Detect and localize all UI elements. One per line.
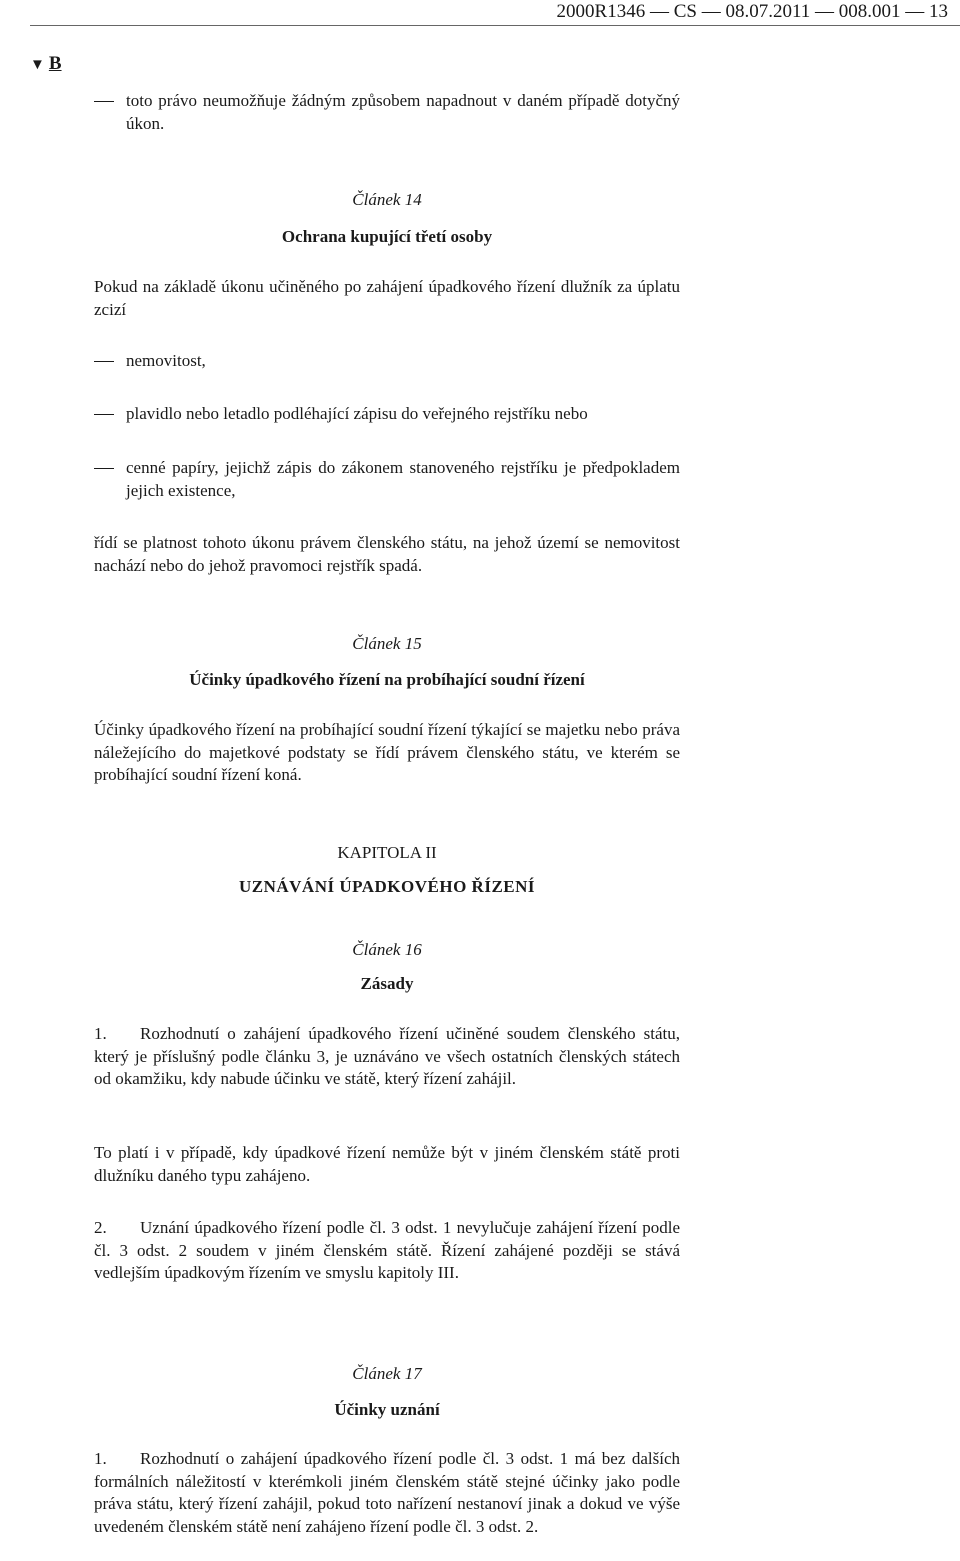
chapter-title: UZNÁVÁNÍ ÚPADKOVÉHO ŘÍZENÍ bbox=[238, 877, 536, 896]
dash-icon bbox=[94, 468, 114, 469]
article-16-paragraph-1 bbox=[94, 1023, 680, 1091]
chapter-label: KAPITOLA II bbox=[337, 843, 437, 862]
article-14-item-text: nemovitost, bbox=[126, 351, 206, 370]
article-14-number: Článek 14 bbox=[352, 190, 422, 209]
dash-icon bbox=[94, 101, 114, 102]
paragraph-number: 1. bbox=[94, 1449, 107, 1468]
marker-letter: B bbox=[48, 53, 62, 74]
paragraph-number: 2. bbox=[94, 1218, 107, 1237]
article-15-text: Účinky úpadkového řízení na probíhající soudní řízení týkající se majetku nebo práva náležejícího do majetkové podstaty se řídí právem členského státu, ve kterém se probíhající soudní řízení koná. bbox=[94, 720, 680, 784]
header-reference: 2000R1346 — CS — 08.07.2011 — 008.001 — 13 bbox=[556, 1, 948, 22]
article-14-closing: řídí se platnost tohoto úkonu právem členského státu, na jehož území se nemovitost nachází nebo do jehož pravomoci rejstřík spadá. bbox=[94, 533, 680, 575]
article-14-item bbox=[94, 457, 680, 502]
triangle-down-icon: ▼ bbox=[30, 57, 45, 73]
article-14-title: Ochrana kupující třetí osoby bbox=[281, 227, 493, 246]
paragraph-number: 1. bbox=[94, 1024, 107, 1043]
article-15-number: Článek 15 bbox=[352, 634, 422, 653]
article-17-number: Článek 17 bbox=[352, 1364, 422, 1383]
article-15-title: Účinky úpadkového řízení na probíhající soudní řízení bbox=[189, 670, 585, 689]
article-17-title: Účinky uznání bbox=[334, 1400, 440, 1419]
article-14-item-text: plavidlo nebo letadlo podléhající zápisu do veřejného rejstříku nebo bbox=[126, 404, 588, 423]
intro-item-text: toto právo neumožňuje žádným způsobem napadnout v daném případě dotyčný úkon. bbox=[126, 91, 680, 133]
article-16-paragraph-1b: To platí i v případě, kdy úpadkové řízení nemůže být v jiném členském státě proti dlužníku daného typu zahájeno. bbox=[94, 1143, 680, 1185]
article-16-paragraph-2 bbox=[94, 1217, 680, 1285]
article-14-lead: Pokud na základě úkonu učiněného po zahájení úpadkového řízení dlužník za úplatu zcizí bbox=[94, 277, 680, 319]
page-header bbox=[30, 0, 960, 26]
amendment-marker bbox=[30, 52, 62, 77]
article-14-item-text: cenné papíry, jejichž zápis do zákonem stanoveného rejstříku je předpokladem jejich existence, bbox=[126, 458, 680, 500]
article-17-paragraph-1 bbox=[94, 1448, 680, 1538]
article-14-item bbox=[94, 350, 680, 373]
article-16-title: Zásady bbox=[360, 974, 414, 993]
paragraph-text: Rozhodnutí o zahájení úpadkového řízení podle čl. 3 odst. 1 má bez dalších formálních náležitostí v kterémkoli jiném členském státě stejné účinky jako podle práva státu, který řízení zahájil, pokud toto nařízení nestanoví jinak a dokud ve výše uvedeném členském státě není zahájeno řízení podle čl. 3 odst. 2. bbox=[94, 1449, 680, 1536]
paragraph-text: Uznání úpadkového řízení podle čl. 3 odst. 1 nevylučuje zahájení řízení podle čl. 3 odst. 2 soudem v jiném členském státě. Řízení zahájené později se stává vedlejším úpadkovým řízením ve smyslu kapitoly III. bbox=[94, 1218, 680, 1282]
intro-list-item bbox=[94, 90, 680, 135]
dash-icon bbox=[94, 361, 114, 362]
article-16-number: Článek 16 bbox=[352, 940, 422, 959]
dash-icon bbox=[94, 414, 114, 415]
article-14-item bbox=[94, 403, 680, 426]
paragraph-text: Rozhodnutí o zahájení úpadkového řízení učiněné soudem členského státu, který je příslušný podle článku 3, je uznáváno ve všech ostatních členských státech od okamžiku, kdy nabude účinku ve státě, který řízení zahájil. bbox=[94, 1024, 680, 1088]
